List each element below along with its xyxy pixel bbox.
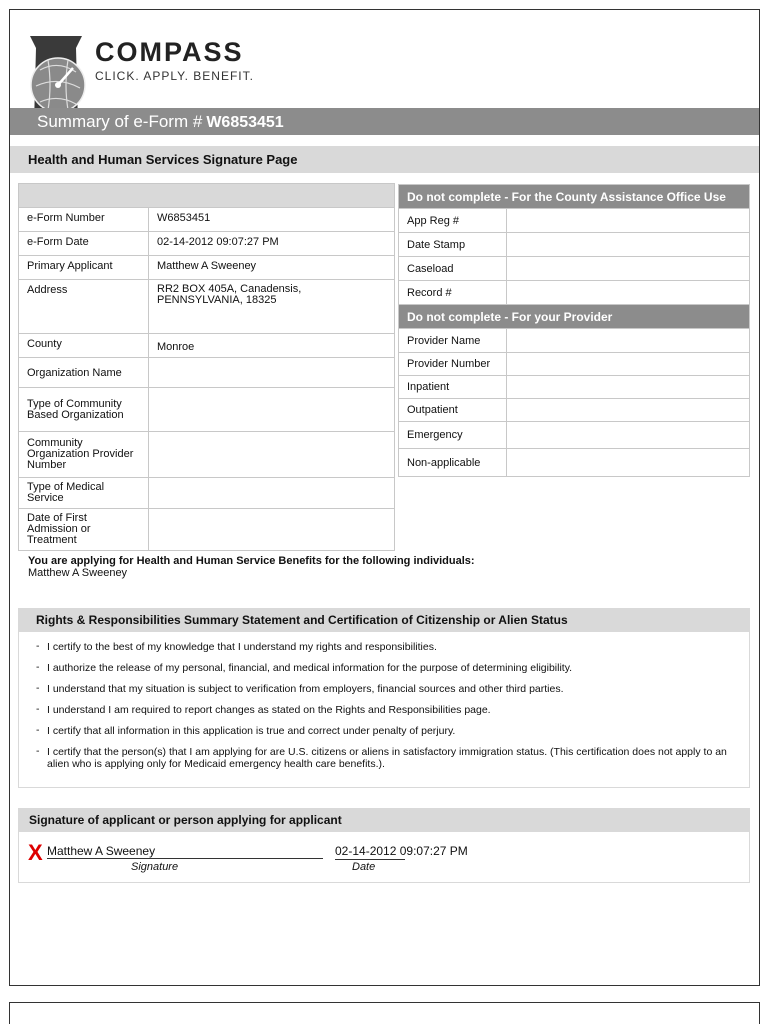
signature-date: 02-14-2012 09:07:27 PM bbox=[335, 844, 468, 858]
row-value bbox=[149, 432, 395, 478]
county-office-header: Do not complete - For the County Assistance Office Use bbox=[399, 185, 750, 209]
row-label: Address bbox=[19, 280, 149, 334]
row-label: Primary Applicant bbox=[19, 256, 149, 280]
office-use-table bbox=[398, 184, 750, 477]
rights-section bbox=[18, 608, 750, 788]
provider-row-label: Inpatient bbox=[399, 376, 507, 399]
row-label: Organization Name bbox=[19, 358, 149, 388]
list-item: - I certify that all information in this application is true and correct under penalty of perjury. bbox=[34, 725, 744, 737]
row-label: Community Organization Provider Number bbox=[19, 432, 149, 478]
office-row-label: Record # bbox=[399, 281, 507, 305]
list-item: - I authorize the release of my personal, financial, and medical information for the purpose of determining eligibility. bbox=[34, 662, 744, 674]
provider-header: Do not complete - For your Provider bbox=[399, 305, 750, 329]
rights-title: Rights & Responsibilities Summary Statement and Certification of Citizenship or Alien Status bbox=[19, 609, 749, 632]
row-label: Type of Medical Service bbox=[19, 478, 149, 509]
date-label: Date bbox=[352, 861, 376, 873]
row-value: 02-14-2012 09:07:27 PM bbox=[149, 232, 395, 256]
row-value: W6853451 bbox=[149, 208, 395, 232]
eform-number: W6853451 bbox=[206, 114, 284, 131]
list-item: - I understand that my situation is subject to verification from employers, financial sources and other third parties. bbox=[34, 683, 744, 695]
row-value: RR2 BOX 405A, Canadensis, PENNSYLVANIA, 18325 bbox=[149, 280, 395, 334]
row-label: Type of Community Based Organization bbox=[19, 388, 149, 432]
brand bbox=[95, 38, 254, 83]
hhs-signature-title: Health and Human Services Signature Page bbox=[10, 146, 759, 173]
rights-list bbox=[34, 641, 744, 779]
provider-row-label: Emergency bbox=[399, 422, 507, 449]
applying-names: Matthew A Sweeney bbox=[28, 567, 128, 579]
row-label: County bbox=[19, 334, 149, 358]
office-row-label: App Reg # bbox=[399, 209, 507, 233]
row-label: e-Form Number bbox=[19, 208, 149, 232]
next-page-edge bbox=[9, 1002, 760, 1024]
brand-name: COMPASS bbox=[95, 37, 244, 67]
brand-tagline: CLICK. APPLY. BENEFIT. bbox=[95, 69, 254, 83]
row-value bbox=[149, 509, 395, 551]
applying-intro: You are applying for Health and Human Service Benefits for the following individuals: bbox=[28, 555, 475, 567]
signature-name: Matthew A Sweeney bbox=[47, 844, 323, 859]
row-value: Matthew A Sweeney bbox=[149, 256, 395, 280]
provider-row-label: Outpatient bbox=[399, 399, 507, 422]
applying-individuals bbox=[28, 555, 475, 579]
signature-title: Signature of applicant or person applying for applicant bbox=[19, 809, 749, 832]
row-value bbox=[149, 388, 395, 432]
row-value bbox=[149, 358, 395, 388]
provider-row-label: Non-applicable bbox=[399, 449, 507, 477]
date-underline bbox=[335, 859, 405, 860]
provider-row-label: Provider Name bbox=[399, 329, 507, 353]
list-item: - I understand I am required to report changes as stated on the Rights and Responsibilities page. bbox=[34, 704, 744, 716]
sign-here-x-icon: X bbox=[28, 840, 43, 865]
row-value: Monroe bbox=[149, 334, 395, 358]
summary-label: Summary of e-Form # bbox=[37, 112, 203, 131]
row-value bbox=[149, 478, 395, 509]
list-item: - I certify that the person(s) that I am applying for are U.S. citizens or aliens in satisfactory immigration status. (This certification does not apply to an alien who is applying only for Medicaid emergency health care benefits.). bbox=[34, 746, 744, 770]
office-row-label: Date Stamp bbox=[399, 233, 507, 257]
list-item: - I certify to the best of my knowledge that I understand my rights and responsibilities. bbox=[34, 641, 744, 653]
summary-header bbox=[10, 108, 759, 135]
row-label: e-Form Date bbox=[19, 232, 149, 256]
provider-row-label: Provider Number bbox=[399, 353, 507, 376]
row-label: Date of First Admission or Treatment bbox=[19, 509, 149, 551]
signature-label: Signature bbox=[131, 861, 179, 873]
signature-section bbox=[18, 808, 750, 883]
applicant-info-table bbox=[18, 183, 395, 551]
office-row-label: Caseload bbox=[399, 257, 507, 281]
